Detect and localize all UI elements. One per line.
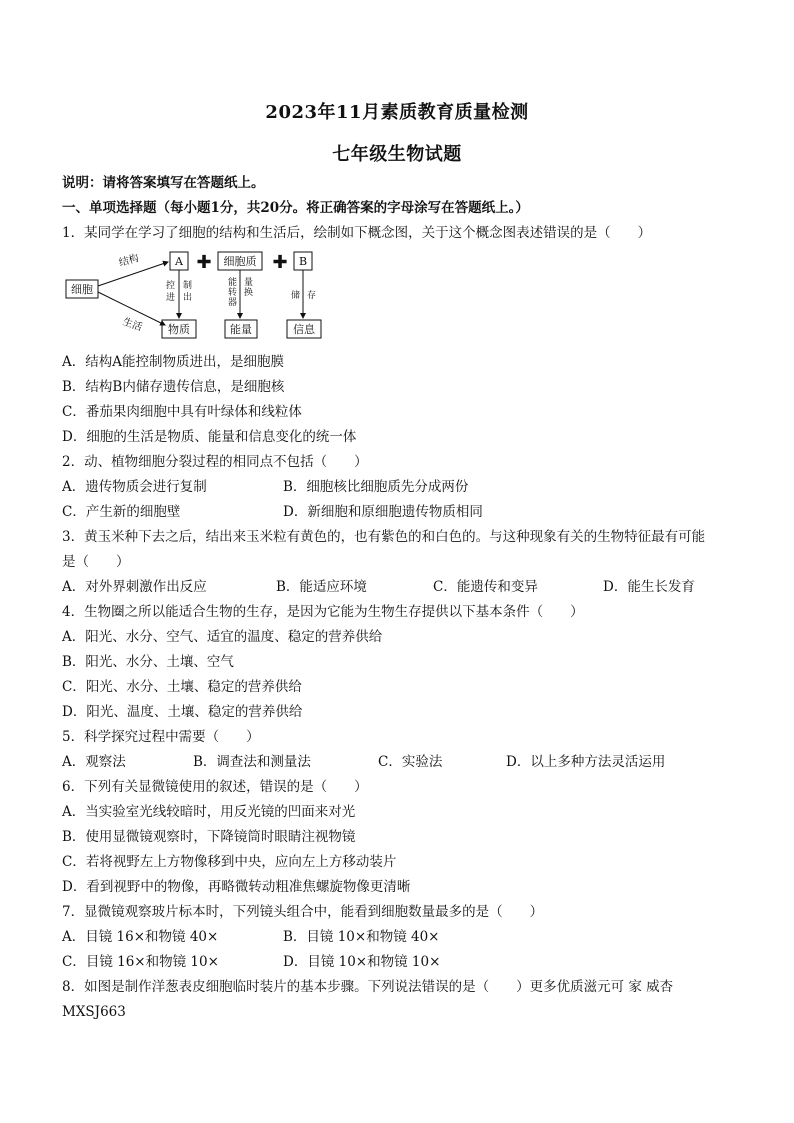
structure-b-label: B <box>298 255 308 268</box>
q4-option-d: D．阳光、温度、土壤、稳定的营养供给 <box>62 704 303 720</box>
q4-option-a: A．阳光、水分、空气、适宜的温度、稳定的营养供给 <box>62 629 383 645</box>
q4-option-c: C．阳光、水分、土壤、稳定的营养供给 <box>62 679 302 695</box>
plus-icon: ✚ <box>272 252 288 273</box>
q7-option-a: A．目镜 16×和物镜 40× <box>62 929 219 945</box>
cell-label: 细胞 <box>71 283 93 296</box>
plus-icon: ✚ <box>196 252 212 273</box>
q2-option-a: A．遗传物质会进行复制 <box>62 479 207 495</box>
q3-stem-line2: 是（ ） <box>62 554 130 570</box>
info-label: 信息 <box>293 323 315 336</box>
q2-stem: 2．动、植物细胞分裂过程的相同点不包括（ ） <box>62 454 368 470</box>
q3-option-d: D．能生长发育 <box>603 579 695 595</box>
q1-option-b: B．结构B内储存遗传信息，是细胞核 <box>62 379 285 395</box>
q5-option-d: D．以上多种方法灵活运用 <box>506 754 666 770</box>
section-heading: 一、单项选择题（每小题1分，共20分。将正确答案的字母涂写在答题纸上。） <box>62 200 529 216</box>
q4-stem: 4．生物圈之所以能适合生物的生存，是因为它能为生物生存提供以下基本条件（ ） <box>62 604 584 620</box>
q7-option-c: C．目镜 16×和物镜 10× <box>62 954 219 970</box>
q5-option-c: C．实验法 <box>378 754 443 770</box>
q1-option-d: D．细胞的生活是物质、能量和信息变化的统一体 <box>62 429 357 445</box>
q3-option-a: A．对外界刺激作出反应 <box>62 579 207 595</box>
q7-stem: 7．显微镜观察玻片标本时，下列镜头组合中，能看到细胞数量最多的是（ ） <box>62 904 544 920</box>
q3-option-b: B．能适应环境 <box>276 579 367 595</box>
make-out-label: 制出 <box>183 281 193 303</box>
structure-a-label: A <box>175 255 183 268</box>
q1-stem: 1．某同学在学习了细胞的结构和生活后，绘制如下概念图，关于这个概念图表述错误的是（ ） <box>62 225 652 241</box>
energy-label: 能量 <box>230 323 252 336</box>
structure-label: 结构 <box>117 253 141 269</box>
q7-option-d: D．目镜 10×和物镜 10× <box>283 954 441 970</box>
q6-option-d: D．看到视野中的物像，再略微转动粗准焦螺旋物像更清晰 <box>62 879 411 895</box>
control-in-label: 控进 <box>166 281 176 303</box>
q4-option-b: B．阳光、水分、土壤、空气 <box>62 654 234 670</box>
q6-stem: 6．下列有关显微镜使用的叙述，错误的是（ ） <box>62 779 368 795</box>
q2-option-b: B．细胞核比细胞质先分成两份 <box>283 479 469 495</box>
store-label: 储 <box>291 291 301 301</box>
q1-option-a: A．结构A能控制物质进出，是细胞膜 <box>62 354 284 370</box>
conversion-label: 量换 <box>244 278 254 298</box>
q3-option-c: C．能遗传和变异 <box>433 579 538 595</box>
concept-map-diagram <box>62 248 332 343</box>
q2-option-d: D．新细胞和原细胞遗传物质相同 <box>283 504 483 520</box>
q6-option-a: A．当实验室光线较暗时，用反光镜的凹面来对光 <box>62 804 356 820</box>
q8-tail: MXSJ663 <box>62 1004 126 1020</box>
save-label: 存 <box>307 291 317 301</box>
instructions: 说明：请将答案填写在答题纸上。 <box>62 175 265 191</box>
q6-option-c: C．若将视野左上方物像移到中央，应向左上方移动装片 <box>62 854 397 870</box>
q5-option-b: B．调查法和测量法 <box>193 754 311 770</box>
q7-option-b: B．目镜 10×和物镜 40× <box>283 929 440 945</box>
q5-option-a: A．观察法 <box>62 754 126 770</box>
life-label: 生活 <box>120 316 144 334</box>
q6-option-b: B．使用显微镜观察时，下降镜筒时眼睛注视物镜 <box>62 829 356 845</box>
matter-label: 物质 <box>168 323 190 336</box>
q2-option-c: C．产生新的细胞壁 <box>62 504 181 520</box>
q5-stem: 5．科学探究过程中需要（ ） <box>62 729 260 745</box>
energy-converter-label: 能转器 <box>228 278 238 308</box>
cytoplasm-label: 细胞质 <box>223 255 257 268</box>
exam-subtitle: 七年级生物试题 <box>332 144 462 165</box>
q3-stem-line1: 3．黄玉米种下去之后，结出来玉米粒有黄色的，也有紫色的和白色的。与这种现象有关的生物特征最有可能 <box>62 529 706 545</box>
exam-title: 2023年11月素质教育质量检测 <box>265 102 529 123</box>
q8-stem: 8．如图是制作洋葱表皮细胞临时装片的基本步骤。下列说法错误的是（ ）更多优质滋元可 家 威杏 <box>62 979 674 995</box>
q1-option-c: C．番茄果肉细胞中具有叶绿体和线粒体 <box>62 404 302 420</box>
